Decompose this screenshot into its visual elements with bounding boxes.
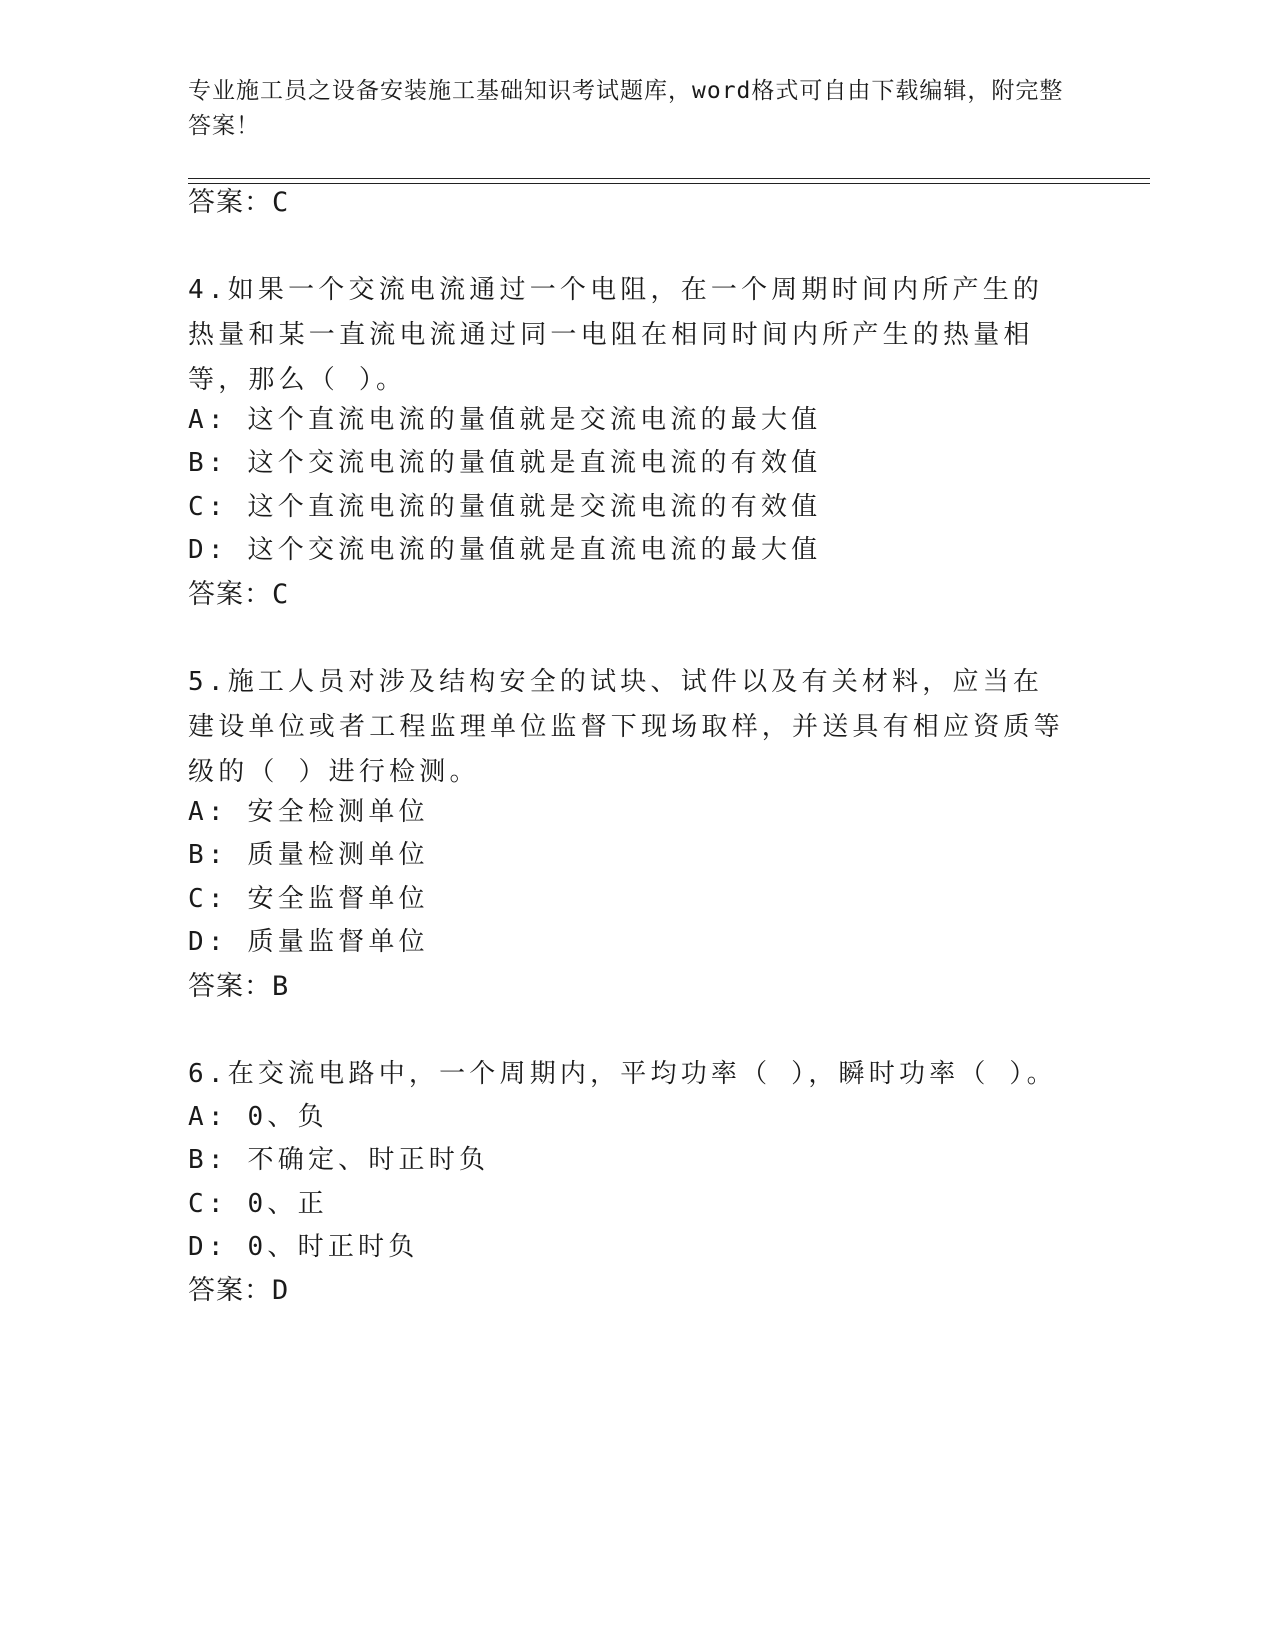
question-6-option-b: B: 不确定、时正时负: [188, 1145, 490, 1175]
answer-value: C: [272, 579, 290, 610]
answer-previous-question: [188, 186, 289, 220]
question-5-stem: 5.施工人员对涉及结构安全的试块、试件以及有关材料，应当在建设单位或者工程监理单位监督下现场取样，并送具有相应资质等级的（ ）进行检测。: [188, 667, 1064, 787]
question-4-stem: 4.如果一个交流电流通过一个电阻，在一个周期时间内所产生的热量和某一直流电流通过同一电阻在相同时间内所产生的热量相等，那么（ ）。: [188, 275, 1044, 395]
answer-value: D: [272, 1275, 290, 1306]
question-6-answer: [188, 1274, 289, 1308]
answer-label: 答案：: [188, 1275, 272, 1306]
answer-value: B: [272, 971, 290, 1002]
answer-label: 答案：: [188, 971, 272, 1002]
question-5-option-b: B: 质量检测单位: [188, 840, 429, 870]
answer-label: 答案：: [188, 187, 272, 218]
answer-value: C: [272, 187, 290, 218]
question-4-option-d: D: 这个交流电流的量值就是直流电流的最大值: [188, 535, 822, 565]
header-divider-bottom: [188, 183, 1150, 184]
question-4-option-c: C: 这个直流电流的量值就是交流电流的有效值: [188, 492, 822, 522]
question-6-option-d: D: 0、时正时负: [188, 1232, 419, 1262]
question-4-option-a: A: 这个直流电流的量值就是交流电流的最大值: [188, 405, 822, 435]
question-6-option-a: A: 0、负: [188, 1102, 328, 1132]
question-6-option-c: C: 0、正: [188, 1189, 328, 1219]
answer-label: 答案：: [188, 579, 272, 610]
question-4-option-b: B: 这个交流电流的量值就是直流电流的有效值: [188, 448, 822, 478]
question-4-answer: [188, 578, 289, 612]
question-5-answer: [188, 970, 289, 1004]
question-5-option-a: A: 安全检测单位: [188, 797, 429, 827]
question-6-stem: 6.在交流电路中，一个周期内，平均功率（ ），瞬时功率（ ）。: [188, 1059, 1057, 1089]
question-5-option-d: D: 质量监督单位: [188, 927, 429, 957]
header-divider-top: [188, 178, 1150, 179]
question-5-option-c: C: 安全监督单位: [188, 884, 429, 914]
page-header-title: 专业施工员之设备安装施工基础知识考试题库，word格式可自由下载编辑，附完整答案！: [188, 78, 1064, 139]
